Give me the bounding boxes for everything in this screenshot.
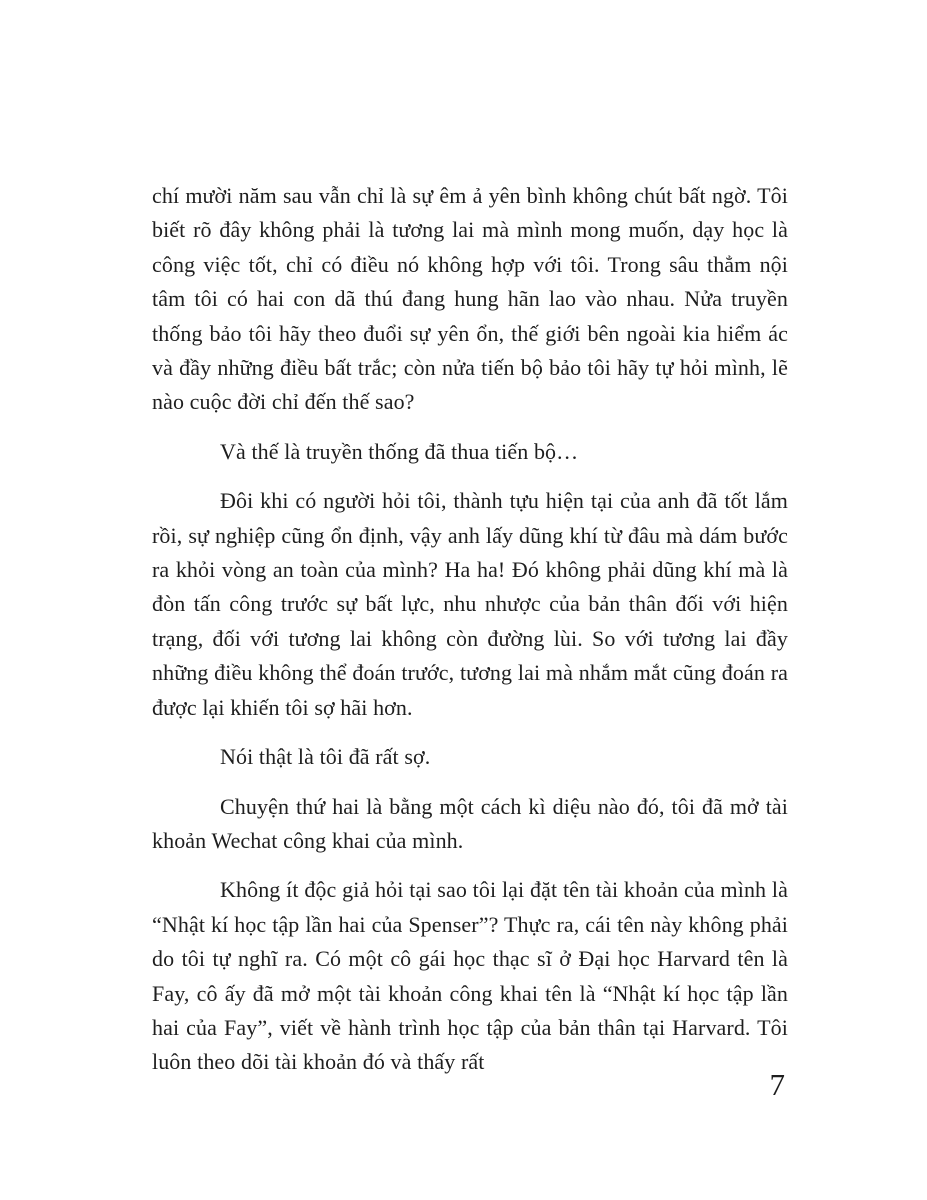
paragraph: Chuyện thứ hai là bằng một cách kì diệu nào đó, tôi đã mở tài khoản Wechat công khai của mình.: [152, 793, 788, 853]
paragraph: Nói thật là tôi đã rất sợ.: [220, 744, 431, 770]
paragraph: Và thế là truyền thống đã thua tiến bộ…: [220, 438, 579, 464]
page-number: 7: [769, 1067, 785, 1102]
paragraph: Đôi khi có người hỏi tôi, thành tựu hiện tại của anh đã tốt lắm rồi, sự nghiệp cũng ổn định, vậy anh lấy dũng khí từ đâu mà dám bước ra khỏi vòng an toàn của mình? Ha ha! Đó không phải dũng khí mà là đòn tấn công trước sự bất lực, nhu nhược của bản thân đối với hiện trạng, đối với tương lai không còn đường lùi. So với tương lai đầy những điều không thể đoán trước, tương lai mà nhắm mắt cũng đoán ra được lại khiến tôi sợ hãi hơn.: [152, 488, 788, 720]
paragraph: chí mười năm sau vẫn chỉ là sự êm ả yên bình không chút bất ngờ. Tôi biết rõ đây không phải là tương lai mà mình mong muốn, dạy học là công việc tốt, chỉ có điều nó không hợp với tôi. Trong sâu thẳm nội tâm tôi có hai con dã thú đang hung hãn lao vào nhau. Nửa truyền thống bảo tôi hãy theo đuổi sự yên ổn, thế giới bên ngoài kia hiểm ác và đầy những điều bất trắc; còn nửa tiến bộ bảo tôi hãy tự hỏi mình, lẽ nào cuộc đời chỉ đến thế sao?: [152, 183, 788, 415]
text-column: [152, 179, 788, 1080]
paragraph: Không ít độc giả hỏi tại sao tôi lại đặt tên tài khoản của mình là “Nhật kí học tập lần hai của Spenser”? Thực ra, cái tên này không phải do tôi tự nghĩ ra. Có một cô gái học thạc sĩ ở Đại học Harvard tên là Fay, cô ấy đã mở một tài khoản công khai tên là “Nhật kí học tập lần hai của Fay”, viết về hành trình học tập của bản thân tại Harvard. Tôi luôn theo dõi tài khoản đó và thấy rất: [152, 877, 788, 1075]
